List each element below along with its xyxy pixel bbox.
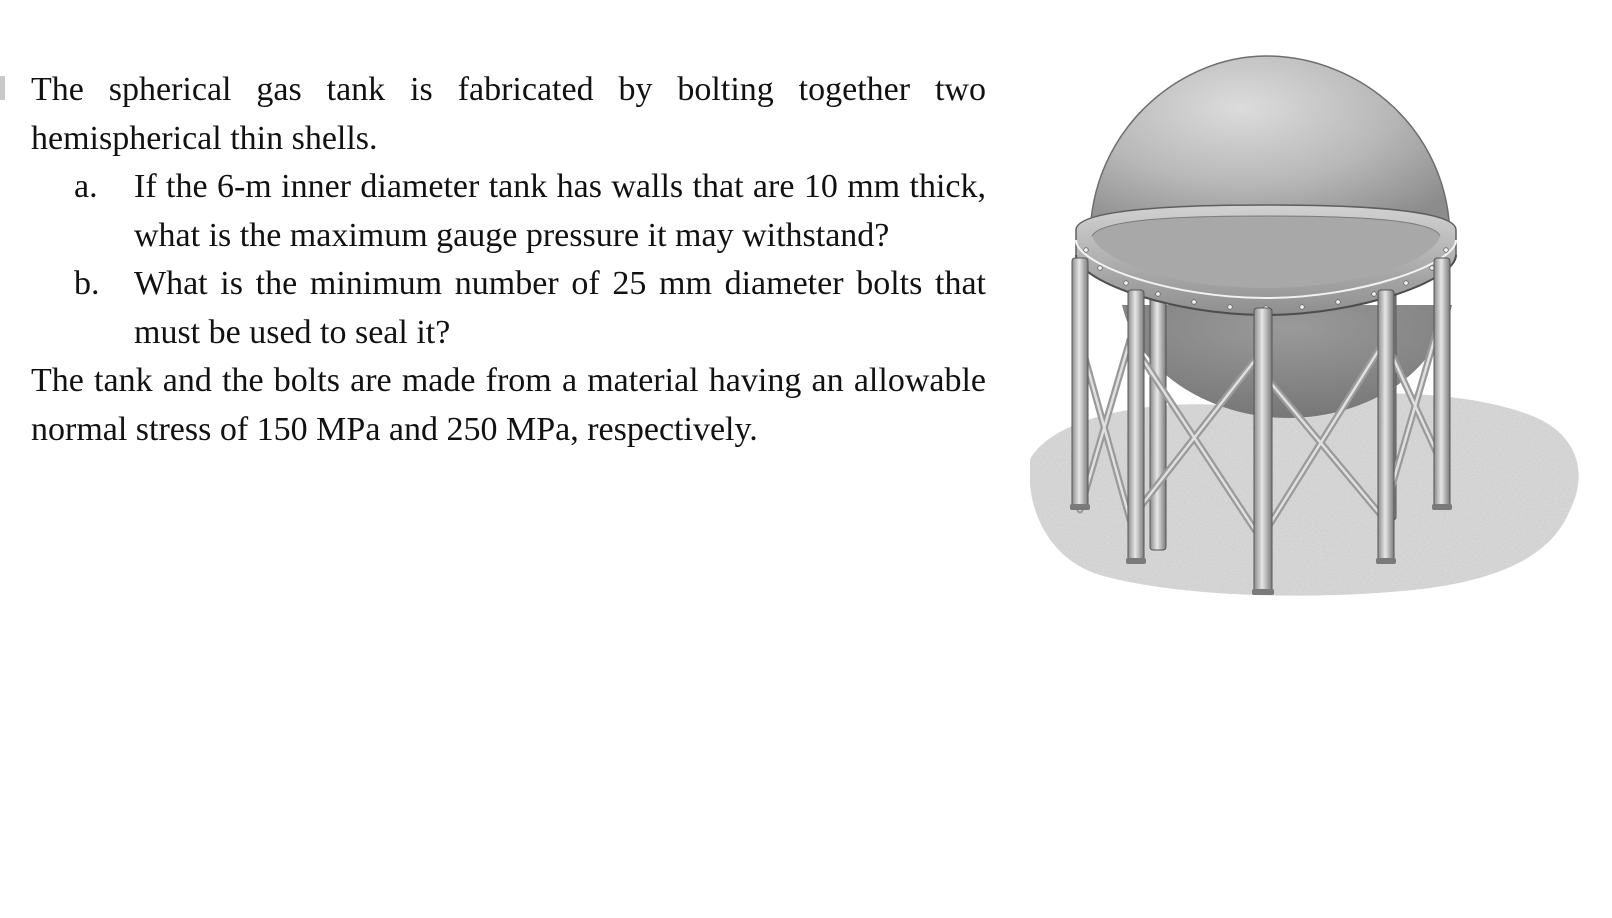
part-b-label: b. xyxy=(74,265,100,302)
problem-part-a xyxy=(31,163,986,260)
problem-intro: The spherical gas tank is fabricated by bolting together two hemispherical thin shells. xyxy=(31,71,986,157)
problem-closing: The tank and the bolts are made from a material having an allowable normal stress of 150 MPa and 250 MPa, respectively. xyxy=(31,362,986,448)
tank-illustration xyxy=(1030,40,1590,630)
tank-figure xyxy=(1030,40,1590,630)
page-edge-mark xyxy=(0,76,5,100)
problem-part-b xyxy=(31,260,986,357)
part-b-text: What is the minimum number of 25 mm diameter bolts that must be used to seal it? xyxy=(134,265,986,351)
problem-statement xyxy=(31,66,986,454)
front-legs xyxy=(1072,258,1450,593)
problem-parts xyxy=(31,163,986,357)
part-a-label: a. xyxy=(74,168,98,205)
part-a-text: If the 6-m inner diameter tank has walls that are 10 mm thick, what is the maximum gauge pressure it may withstand? xyxy=(134,168,986,254)
